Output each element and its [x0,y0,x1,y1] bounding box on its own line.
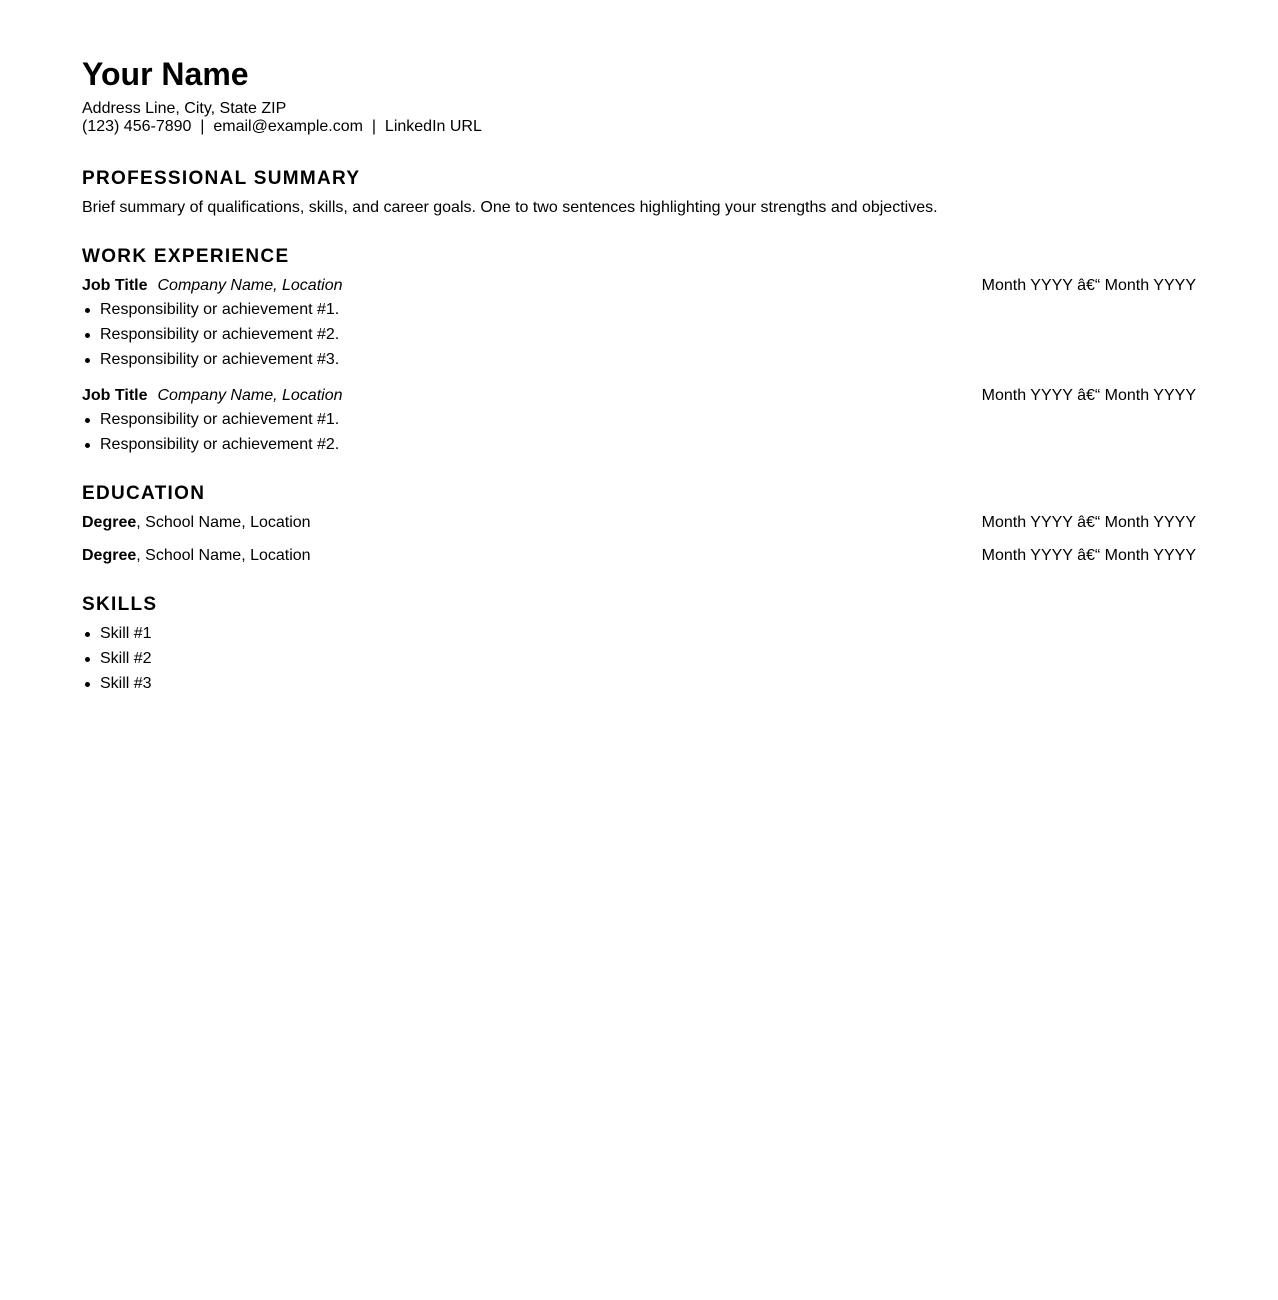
summary-text: Brief summary of qualifications, skills, and career goals. One to two sentences highlighting your strengths and objectives. [82,199,938,216]
education-heading: EDUCATION [82,483,206,504]
list-item: Responsibility or achievement #3. [82,351,1196,369]
job-entry [82,277,1196,369]
list-item: Skill #3 [82,675,1196,693]
job-dates: Month YYYY â€“ Month YYYY [981,387,1196,404]
job-company: Company Name, Location [157,277,343,294]
job-header [82,277,1196,295]
job-title: Job Title [82,277,148,294]
education-details: , School Name, Location [136,514,311,531]
education-details: , School Name, Location [136,547,311,564]
contact-block [82,100,1196,136]
education-left [82,547,311,565]
job-dates: Month YYYY â€“ Month YYYY [981,277,1196,294]
education-dates: Month YYYY â€“ Month YYYY [981,547,1196,564]
work-heading: WORK EXPERIENCE [82,246,290,267]
education-entry [82,547,1196,565]
list-item: Responsibility or achievement #1. [82,301,1196,319]
education-dates: Month YYYY â€“ Month YYYY [981,514,1196,531]
skills-heading: SKILLS [82,594,158,615]
address-line: Address Line, City, State ZIP [82,100,287,117]
skills-list [82,625,1196,693]
job-header [82,387,1196,405]
education-degree: Degree [82,514,137,531]
resume-name: Your Name [82,56,249,92]
job-entry [82,387,1196,454]
education-degree: Degree [82,547,137,564]
list-item: Responsibility or achievement #1. [82,411,1196,429]
job-bullets [82,301,1196,369]
list-item: Responsibility or achievement #2. [82,326,1196,344]
resume-page [82,52,1196,700]
job-title: Job Title [82,387,148,404]
education-entry [82,514,1196,532]
list-item: Responsibility or achievement #2. [82,436,1196,454]
job-heading-left [82,277,342,295]
list-item: Skill #1 [82,625,1196,643]
job-heading-left [82,387,342,405]
job-company: Company Name, Location [157,387,343,404]
contact-line: (123) 456-7890 | email@example.com | LinkedIn URL [82,118,482,135]
education-left [82,514,311,532]
summary-heading: PROFESSIONAL SUMMARY [82,168,361,189]
job-bullets [82,411,1196,454]
list-item: Skill #2 [82,650,1196,668]
